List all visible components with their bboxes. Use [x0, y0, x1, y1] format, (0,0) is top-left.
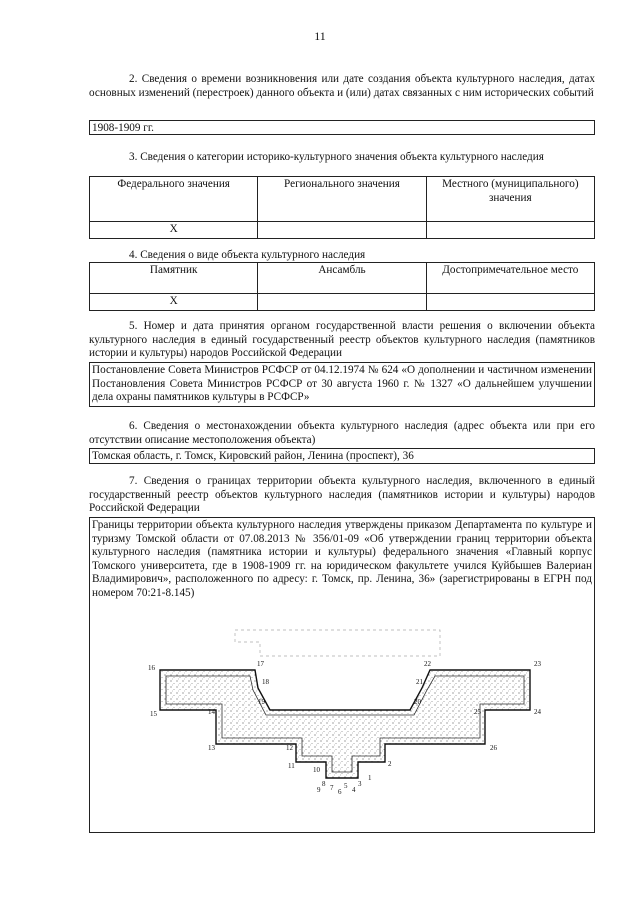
category-header-row — [90, 177, 595, 222]
point-label: 2 — [388, 760, 392, 768]
boundary-plan — [140, 620, 550, 800]
type-column-ensemble: Ансамбль — [258, 263, 426, 294]
section-5-value: Постановление Совета Министров РСФСР от 04.12.1974 № 624 «О дополнении и частичном изменении Постановления Совета Министров РСФСР от 30 августа 1960 г. № 1327 «О дальнейшем улучшении дела охраны памятников культуры в РСФСР» — [92, 364, 592, 404]
category-column-federal: Федерального значения — [90, 177, 258, 222]
section-2-heading — [89, 73, 595, 100]
point-label: 17 — [257, 660, 264, 668]
type-column-landmark: Достопримечательное место — [426, 263, 594, 294]
type-column-monument: Памятник — [90, 263, 258, 294]
point-label: 9 — [317, 786, 321, 794]
section-6-value: Томская область, г. Томск, Кировский район, Ленина (проспект), 36 — [92, 450, 414, 462]
section-2-value: 1908-1909 гг. — [92, 122, 154, 134]
section-2-value-box — [89, 120, 595, 135]
category-table — [89, 176, 595, 239]
point-label: 15 — [150, 710, 157, 718]
point-label: 10 — [313, 766, 320, 774]
point-label: 20 — [414, 698, 421, 706]
point-label: 7 — [330, 784, 334, 792]
point-label: 22 — [424, 660, 431, 668]
section-6-value-box — [89, 448, 595, 464]
type-mark-monument: X — [90, 294, 258, 311]
section-5-value-box — [89, 362, 595, 407]
type-header-row — [90, 263, 595, 294]
point-label: 13 — [208, 744, 215, 752]
section-4-heading — [89, 249, 595, 263]
category-column-local: Местного (муниципального) значения — [426, 177, 594, 222]
type-table — [89, 262, 595, 311]
point-label: 18 — [262, 678, 269, 686]
category-column-regional: Регионального значения — [258, 177, 426, 222]
point-label: 4 — [352, 786, 356, 794]
section-5-heading-text: 5. Номер и дата принятия органом государственной власти решения о включении объекта культурного наследия в единый государственный реестр объектов культурного наследия (памятников истории и культуры) народов Российской Федерации — [89, 320, 595, 360]
section-7-heading-text: 7. Сведения о границах территории объекта культурного наследия, включенного в единый государственный реестр объектов культурного наследия (памятников истории и культуры) народов Российской Федерации — [89, 475, 595, 515]
point-label: 8 — [322, 780, 326, 788]
point-label: 1 — [368, 774, 372, 782]
building-footprint — [235, 630, 440, 656]
point-label: 21 — [416, 678, 423, 686]
type-mark-ensemble — [258, 294, 426, 311]
category-mark-federal: X — [90, 222, 258, 239]
point-label: 24 — [534, 708, 541, 716]
point-label: 12 — [286, 744, 293, 752]
point-label: 19 — [258, 698, 265, 706]
type-mark-landmark — [426, 294, 594, 311]
section-6-heading — [89, 420, 595, 447]
section-5-heading — [89, 320, 595, 361]
section-4-heading-text: 4. Сведения о виде объекта культурного наследия — [129, 249, 366, 261]
category-mark-row — [90, 222, 595, 239]
point-label: 23 — [534, 660, 541, 668]
section-7-value: Границы территории объекта культурного наследия утверждены приказом Департамента по культуре и туризму Томской области от 07.08.2013 № 356/01-09 «Об утверждении границ территории объекта культурного наследия (памятника истории и культуры) федерального значения «Главный корпус Томского университета, где в 1908-1909 гг. на юридическом факультете учился Куйбышев Валериан Владимирович», расположенного по адресу: г. Томск, пр. Ленина, 36» (зарегистрированы в ЕГРН под номером 70:21-8.145) — [92, 519, 592, 599]
section-2-heading-text: 2. Сведения о времени возникновения или дате создания объекта культурного наследия, датах основных изменений (перестроек) данного объекта и (или) датах связанных с ним исторических событий — [89, 73, 595, 99]
category-mark-regional — [258, 222, 426, 239]
point-label: 5 — [344, 782, 348, 790]
type-mark-row — [90, 294, 595, 311]
point-label: 16 — [148, 664, 155, 672]
point-label: 25 — [474, 708, 481, 716]
point-label: 11 — [288, 762, 295, 770]
point-label: 26 — [490, 744, 497, 752]
section-3-heading — [89, 151, 595, 165]
section-7-heading — [89, 475, 595, 516]
point-label: 3 — [358, 780, 362, 788]
point-label: 6 — [338, 788, 342, 796]
territory-boundary — [160, 670, 530, 778]
point-label: 14 — [208, 708, 215, 716]
section-3-heading-text: 3. Сведения о категории историко-культурного значения объекта культурного наследия — [129, 151, 544, 163]
page-number: 11 — [314, 29, 326, 43]
section-6-heading-text: 6. Сведения о местонахождении объекта культурного наследия (адрес объекта или при его отсутствии описание местоположения объекта) — [89, 420, 595, 446]
category-mark-local — [426, 222, 594, 239]
